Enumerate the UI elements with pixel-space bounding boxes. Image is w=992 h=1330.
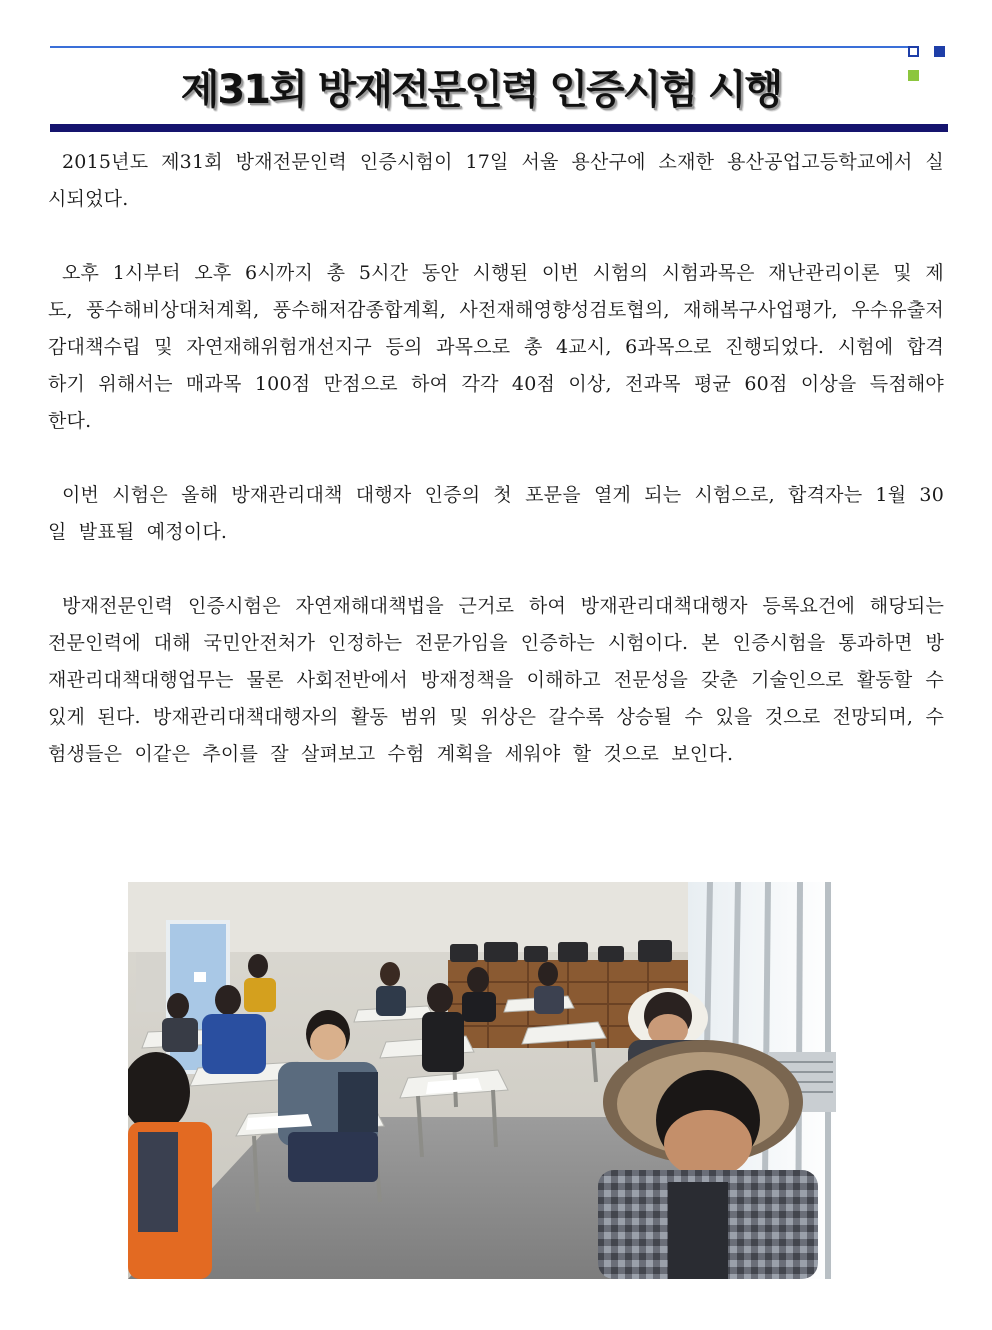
title-bottom-rule <box>50 124 948 132</box>
title-top-rule <box>50 46 912 48</box>
outline-square-icon <box>908 46 919 57</box>
article-paragraph-2: 오후 1시부터 오후 6시까지 총 5시간 동안 시행된 이번 시험의 시험과목은 재난관리이론 및 제도, 풍수해비상대처계획, 풍수해저감종합계획, 사전재해영향성검토협의, 재해복구사업평가, 우수유출저감대책수립 및 자연재해위험개선지구 등의 과목으로 총 4교시, 6과목으로 진행되었다. 시험에 합격하기 위해서는 매과목 100점 만점으로 하여 각각 40점 이상, 전과목 평균 60점 이상을 득점해야 한다. <box>48 262 944 432</box>
navy-square-icon <box>934 46 945 57</box>
article-body <box>48 144 944 810</box>
article-paragraph-3: 이번 시험은 올해 방재관리대책 대행자 인증의 첫 포문을 열게 되는 시험으로, 합격자는 1월 30일 발표될 예정이다. <box>48 484 944 543</box>
corner-decoration <box>908 46 950 84</box>
article-paragraph-4: 방재전문인력 인증시험은 자연재해대책법을 근거로 하여 방재관리대책대행자 등록요건에 해당되는 전문인력에 대해 국민안전처가 인정하는 전문가임을 인증하는 시험이다. 본 인증시험을 통과하면 방재관리대책대행업무는 물론 사회전반에서 방재정책을 이해하고 전문성을 갖춘 기술인으로 활동할 수 있게 된다. 방재관리대책대행자의 활동 범위 및 위상은 갈수록 상승될 수 있을 것으로 전망되며, 수험생들은 이같은 추이를 잘 살펴보고 수험 계획을 세워야 할 것으로 보인다. <box>48 595 944 765</box>
page-title: 제31회 방재전문인력 인증시험 시행 <box>180 67 782 113</box>
exam-room-photo <box>128 882 836 1279</box>
green-square-icon <box>908 70 919 81</box>
article-paragraph-1: 2015년도 제31회 방재전문인력 인증시험이 17일 서울 용산구에 소재한 용산공업고등학교에서 실시되었다. <box>48 151 944 210</box>
